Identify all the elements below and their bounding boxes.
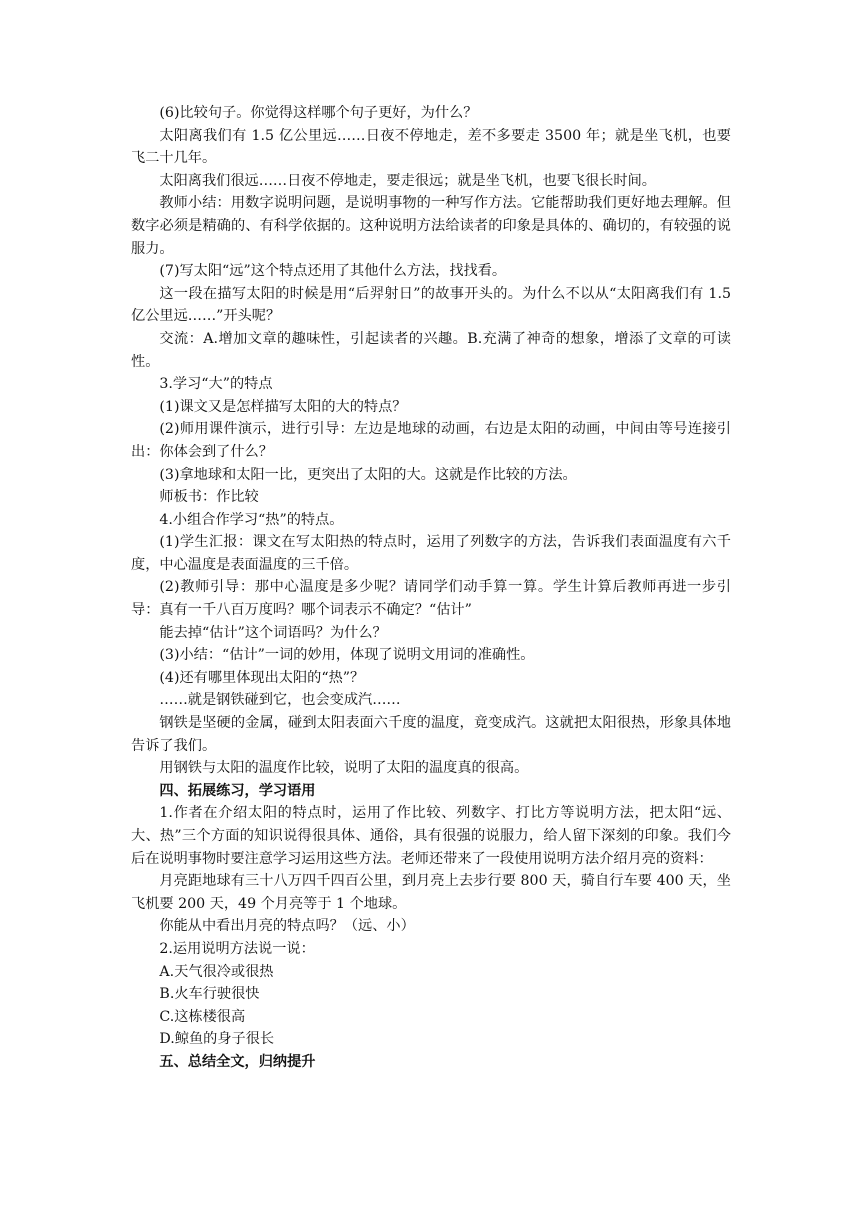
temperature-comparison: 用钢铁与太阳的温度作比较，说明了太阳的温度真的很高。 (159, 760, 529, 777)
section-3-big-feature: 3.学习“大”的特点 (159, 376, 273, 393)
heading-extension-practice: 四、拓展练习，学习语用 (159, 782, 316, 799)
moon-question: 你能从中看出月亮的特点吗？（远、小） (159, 918, 415, 935)
heading-summary: 五、总结全文，归纳提升 (159, 1053, 316, 1070)
document-body (131, 102, 731, 1074)
big-question-2: (2)师用课件演示，进行引导：左边是地球的动画，右边是太阳的动画，中间由等号连接引出：你体会到了什么？ (131, 421, 731, 460)
big-question-3: (3)拿地球和太阳一比，更突出了太阳的大。这就是作比较的方法。 (159, 466, 577, 483)
question-6-compare-sentences: (6)比较句子。你觉得这样哪个句子更好，为什么？ (159, 105, 478, 121)
question-7-other-methods: (7)写太阳“远”这个特点还用了其他什么方法，找找看。 (159, 263, 507, 280)
steel-quote: ……就是钢铁碰到它，也会变成汽…… (159, 692, 401, 709)
practice-option-a: A.天气很冷或很热 (159, 963, 274, 980)
practice-option-d: D.鲸鱼的身子很长 (159, 1031, 275, 1048)
hot-point-1: (1)学生汇报：课文在写太阳热的特点时，运用了列数字的方法，告诉我们表面温度有六千度，中心温度是表面温度的三千倍。 (131, 534, 731, 573)
example-sentence-without-numbers: 太阳离我们很远……日夜不停地走，要走很远；就是坐飞机，也要飞很长时间。 (159, 172, 656, 189)
moon-material: 月亮距地球有三十八万四千四百公里，到月亮上去步行要 800 天，骑自行车要 400 天，坐飞机要 200 天，49 个月亮等于 1 个地球。 (131, 873, 731, 912)
estimate-question: 能去掉“估计”这个词语吗？为什么？ (159, 624, 387, 641)
practice-option-b: B.火车行驶很快 (159, 986, 260, 1003)
hot-point-4: (4)还有哪里体现出太阳的“热”？ (159, 669, 365, 686)
practice-1-intro: 1.作者在介绍太阳的特点时，运用了作比较、列数字、打比方等说明方法，把太阳“远、大、热”三个方面的知识说得很具体、通俗，具有很强的说服力，给人留下深刻的印象。我们今后在说明事物时要注意学习运用这些方法。老师还带来了一段使用说明方法介绍月亮的资料： (131, 805, 731, 867)
story-opening-paragraph: 这一段在描写太阳的时候是用“后羿射日”的故事开头的。为什么不以从“太阳离我们有 1.5 亿公里远……”开头呢？ (131, 285, 731, 325)
example-sentence-with-numbers: 太阳离我们有 1.5 亿公里远……日夜不停地走，差不多要走 3500 年；就是坐飞机，也要飞二十几年。 (131, 127, 731, 167)
hot-point-2: (2)教师引导：那中心温度是多少呢？请同学们动手算一算。学生计算后教师再进一步引导：真有一千八百万度吗？哪个词表示不确定？“估计” (131, 579, 731, 619)
board-note-comparison: 师板书：作比较 (159, 489, 259, 506)
practice-2-intro: 2.运用说明方法说一说： (159, 940, 315, 957)
section-4-hot-feature: 4.小组合作学习“热”的特点。 (159, 511, 344, 528)
big-question-1: (1)课文又是怎样描写太阳的大的特点？ (159, 398, 407, 415)
hot-point-3: (3)小结：“估计”一词的妙用，体现了说明文用词的准确性。 (159, 647, 535, 664)
steel-explanation: 钢铁是坚硬的金属，碰到太阳表面六千度的温度，竟变成汽。这就把太阳很热，形象具体地告诉了我们。 (131, 715, 731, 754)
practice-option-c: C.这栋楼很高 (159, 1008, 246, 1025)
teacher-summary: 教师小结：用数字说明问题，是说明事物的一种写作方法。它能帮助我们更好地去理解。但数字必须是精确的、有科学依据的。这种说明方法给读者的印象是具体的、确切的，有较强的说服力。 (131, 195, 731, 257)
discussion-answer: 交流：A.增加文章的趣味性，引起读者的兴趣。B.充满了神奇的想象，增添了文章的可读性。 (131, 330, 731, 370)
